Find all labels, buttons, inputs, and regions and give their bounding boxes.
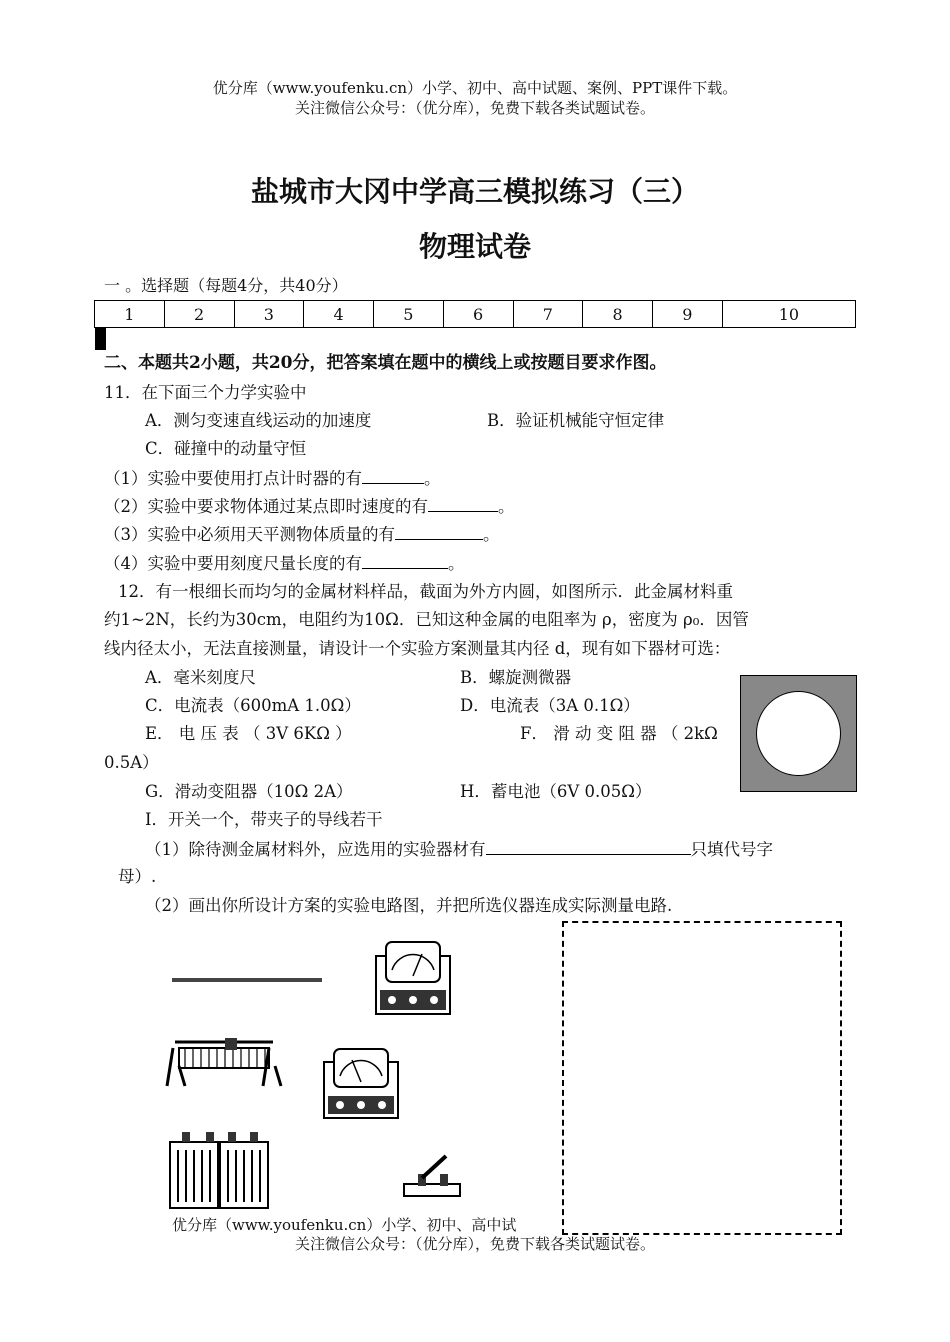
answer-blank[interactable] (362, 467, 424, 484)
answer-table (94, 300, 856, 349)
answer-blank[interactable] (486, 838, 691, 855)
q11-period: 。 (498, 497, 515, 516)
q12-sub-2: （2）画出你所设计方案的实验电路图，并把所选仪器连成实际测量电路. (145, 896, 673, 915)
answer-col-8: 8 (583, 301, 653, 328)
q11-option-b: B．验证机械能守恒定律 (487, 411, 665, 430)
answer-blank[interactable] (362, 552, 448, 569)
equipment-b: B．螺旋测微器 (460, 668, 572, 687)
q11-part-4 (104, 552, 465, 575)
q11-part-3 (104, 523, 500, 546)
ammeter-icon (372, 938, 454, 1018)
q11-part-2-text: （2）实验中要求物体通过某点即时速度的有 (104, 497, 428, 516)
equipment-c: C．电流表（600mA 1.0Ω） (145, 696, 361, 715)
q11-part-1 (104, 467, 441, 490)
equipment-i: I．开关一个，带夹子的导线若干 (145, 810, 383, 829)
page-subtitle: 物理试卷 (418, 230, 531, 263)
answer-col-10: 10 (722, 301, 855, 328)
q11-part-1-text: （1）实验中要使用打点计时器的有 (104, 469, 362, 488)
q12-line-3: 线内径太小，无法直接测量，请设计一个实验方案测量其内径 d，现有如下器材可选： (104, 639, 731, 658)
answer-col-7: 7 (513, 301, 583, 328)
metal-sample-rod (172, 978, 322, 982)
answer-col-6: 6 (443, 301, 513, 328)
equipment-e: E． 电 压 表 （ 3V 6KΩ ） (145, 724, 352, 743)
section1-heading: 一 。选择题（每题4分，共40分） (104, 276, 348, 295)
q11-period: 。 (483, 525, 500, 544)
footer-line-2: 关注微信公众号：（优分库），免费下载各类试题试卷。 (294, 1235, 655, 1253)
q11-part-4-text: （4）实验中要用刻度尺量长度的有 (104, 554, 362, 573)
q11-period: 。 (448, 554, 465, 573)
q12-sub-1-cont: 母）. (118, 867, 157, 886)
q11-period: 。 (424, 469, 441, 488)
answer-blank[interactable] (395, 523, 483, 540)
header-line-2: 关注微信公众号：（优分库），免费下载各类试题试卷。 (294, 99, 655, 117)
answer-col-2: 2 (164, 301, 234, 328)
answer-col-4: 4 (304, 301, 374, 328)
q11-option-c: C．碰撞中的动量守恒 (145, 439, 307, 458)
equipment-a: A．毫米刻度尺 (145, 668, 256, 687)
cross-section-figure (740, 675, 857, 792)
answer-table-blank-row (95, 328, 106, 345)
equipment-f: F． 滑 动 变 阻 器 （ 2kΩ (520, 724, 718, 743)
answer-col-3: 3 (234, 301, 304, 328)
q11-stem: 11．在下面三个力学实验中 (104, 383, 307, 402)
q12-sub-1-tail: 只填代号字 (690, 840, 773, 859)
equipment-h: H．蓄电池（6V 0.05Ω） (460, 782, 652, 801)
answer-col-1: 1 (95, 301, 165, 328)
equipment-g: G．滑动变阻器（10Ω 2A） (145, 782, 353, 801)
rheostat-icon (165, 1036, 283, 1092)
answer-table-header-row (95, 301, 856, 328)
voltmeter-icon (320, 1046, 402, 1122)
equipment-d: D．电流表（3A 0.1Ω） (460, 696, 640, 715)
q12-sub-1-text: （1）除待测金属材料外，应选用的实验器材有 (145, 840, 486, 859)
answer-col-5: 5 (374, 301, 444, 328)
battery-icon (166, 1128, 272, 1210)
footer-line-1: 优分库（www.youfenku.cn）小学、初中、高中试 (172, 1216, 517, 1234)
q12-line-1: 12．有一根细长而均匀的金属材料样品，截面为外方内圆，如图所示．此金属材料重 (118, 582, 733, 601)
page-title: 盐城市大冈中学高三模拟练习（三） (250, 175, 699, 208)
equipment-f-cont: 0.5A） (104, 753, 159, 772)
answer-cell[interactable] (104, 329, 105, 350)
q12-line-2: 约1~2N，长约为30cm，电阻约为10Ω．已知这种金属的电阻率为 ρ，密度为 ρ₀．因管 (104, 610, 749, 629)
switch-icon (402, 1150, 462, 1200)
answer-blank[interactable] (428, 495, 498, 512)
inner-circle (756, 691, 841, 776)
q11-part-3-text: （3）实验中必须用天平测物体质量的有 (104, 525, 395, 544)
circuit-drawing-area[interactable] (562, 921, 842, 1235)
q11-option-a: A．测匀变速直线运动的加速度 (145, 411, 372, 430)
answer-col-9: 9 (653, 301, 723, 328)
q11-part-2 (104, 495, 515, 518)
section2-heading: 二、本题共2小题，共20分，把答案填在题中的横线上或按题目要求作图。 (104, 353, 667, 373)
q12-sub-1 (145, 838, 773, 861)
header-line-1: 优分库（www.youfenku.cn）小学、初中、高中试题、案例、PPT课件下载。 (212, 79, 738, 97)
